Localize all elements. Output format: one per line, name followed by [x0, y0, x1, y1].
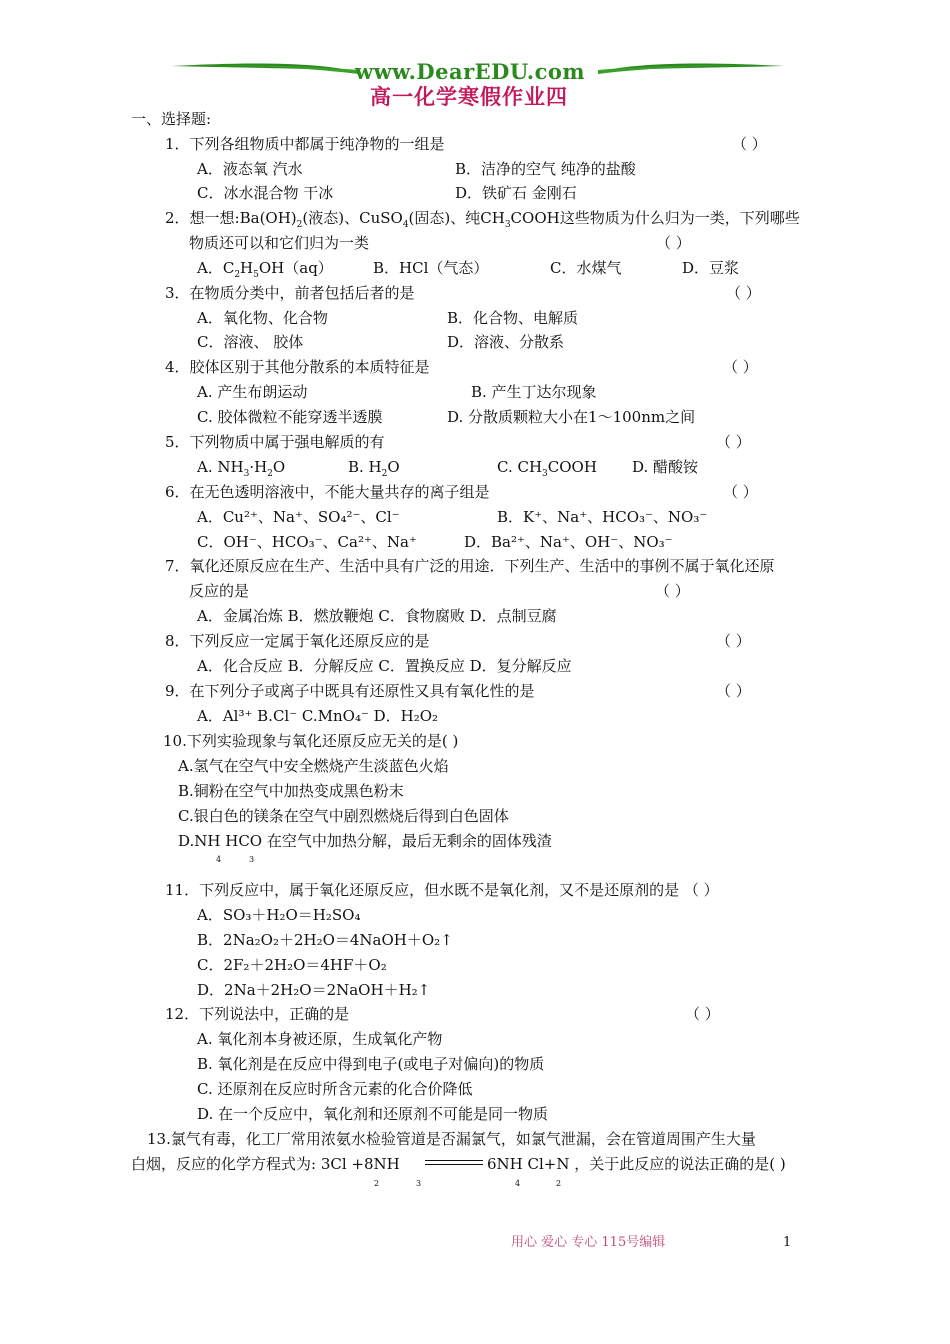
q10-option-a: A.氢气在空气中安全燃烧产生淡蓝色火焰: [178, 757, 449, 775]
q8-options: A．化合反应 B．分解反应 C．置换反应 D．复分解反应: [197, 657, 572, 675]
q11-option-a: A．SO₃＋H₂O＝H₂SO₄: [197, 906, 361, 924]
q5-option-d: D. 醋酸铵: [632, 458, 699, 476]
q13-subscript: 3: [416, 1179, 422, 1188]
question-7-line2: 反应的是: [189, 582, 250, 600]
answer-paren-2: （ ）: [656, 234, 691, 252]
q2-option-b: B．HCl（气态）: [373, 259, 489, 277]
question-13-line2b: 6NH Cl+N ，关于此反应的说法正确的是( ): [487, 1155, 786, 1173]
q2-option-c: C．水煤气: [550, 259, 622, 277]
q1-option-c: C．冰水混合物 干冰: [197, 184, 334, 202]
question-6: 6．在无色透明溶液中，不能大量共存的离子组是: [165, 483, 490, 501]
equation-arrow-line: [425, 1160, 483, 1161]
q4-option-a: A. 产生布朗运动: [197, 383, 308, 401]
q13-subscript: 2: [374, 1179, 380, 1188]
q5-option-c: C. $CH_3COOH$: [497, 458, 597, 479]
answer-paren-8: （ ）: [716, 632, 751, 650]
question-3: 3．在物质分类中，前者包括后者的是: [165, 284, 415, 302]
q1-option-a: A．液态氧 汽水: [197, 160, 303, 178]
q13-subscript: 4: [515, 1179, 521, 1188]
answer-paren-12: （ ）: [685, 1005, 720, 1023]
q9-options: A．Al³⁺ B.Cl⁻ C.MnO₄⁻ D．H₂O₂: [197, 707, 439, 725]
question-11: 11．下列反应中，属于氧化还原反应，但水既不是氧化剂，又不是还原剂的是 （ ）: [165, 881, 719, 899]
question-13-line1: 13.氯气有毒，化工厂常用浓氨水检验管道是否漏氯气，如氯气泄漏，会在管道周围产生大量: [147, 1130, 756, 1148]
q3-option-d: D．溶液、分散系: [447, 333, 565, 351]
q13-subscript: 2: [556, 1179, 562, 1188]
q11-option-b: B．2Na₂O₂＋2H₂O＝4NaOH＋O₂↑: [197, 931, 453, 949]
question-8: 8．下列反应一定属于氧化还原反应的是: [165, 632, 430, 650]
q4-option-b: B. 产生丁达尔现象: [471, 383, 597, 401]
q6-option-b: B．K⁺、Na⁺、HCO₃⁻、NO₃⁻: [497, 508, 708, 526]
q12-option-c: C. 还原剂在反应时所含元素的化合价降低: [197, 1080, 473, 1098]
q4-option-d: D. 分散质颗粒大小在1～100nm之间: [447, 408, 696, 426]
answer-paren-6: （ ）: [723, 483, 758, 501]
q5-option-a: A. $NH_3\cdot H_2O$: [197, 458, 286, 479]
question-12: 12．下列说法中，正确的是: [165, 1005, 350, 1023]
q6-option-d: D．Ba²⁺、Na⁺、OH⁻、NO₃⁻: [464, 533, 673, 551]
answer-paren-7: （ ）: [655, 582, 690, 600]
q10-option-d: D.NH HCO 在空气中加热分解，最后无剩余的固体残渣: [178, 832, 552, 850]
answer-paren-4: （ ）: [723, 358, 758, 376]
answer-paren-3: （ ）: [726, 284, 761, 302]
q3-option-a: A．氧化物、化合物: [197, 309, 328, 327]
q6-option-a: A．Cu²⁺、Na⁺、SO₄²⁻、Cl⁻: [197, 508, 400, 526]
question-10: 10.下列实验现象与氧化还原反应无关的是( ): [163, 732, 459, 750]
q7-options: A．金属冶炼 B．燃放鞭炮 C．食物腐败 D．点制豆腐: [197, 607, 557, 625]
q3-option-b: B．化合物、电解质: [447, 309, 579, 327]
footer-text: 用心 爱心 专心 115号编辑: [511, 1235, 666, 1250]
q10-option-b: B.铜粉在空气中加热变成黑色粉末: [178, 782, 404, 800]
q10-subscript-3: 3: [249, 855, 255, 864]
q10-subscript-4: 4: [216, 855, 222, 864]
q1-option-d: D．铁矿石 金刚石: [455, 184, 577, 202]
question-2-line1: 2．想一想$:Ba(OH)_2$(液态)、CuSO$_4$(固态)、纯$CH_3COOH$这些物质为什么归为一类，下列哪些: [165, 209, 800, 230]
q3-option-c: C．溶液、 胶体: [197, 333, 304, 351]
q2-option-d: D．豆浆: [682, 259, 740, 277]
page-number: 1: [783, 1235, 792, 1250]
site-url: www.DearEDU.com: [355, 59, 586, 84]
answer-paren-9: （ ）: [716, 682, 751, 700]
section-heading: 一、选择题:: [131, 110, 212, 128]
question-13-line2a: 白烟，反应的化学方程式为: 3Cl +8NH: [131, 1155, 400, 1173]
page-title: 高一化学寒假作业四: [370, 85, 568, 109]
q5-option-b: B. $H_2O$: [348, 458, 400, 479]
question-7-line1: 7．氧化还原反应在生产、生活中具有广泛的用途．下列生产、生活中的事例不属于氧化还原: [165, 557, 775, 575]
q2-option-a: A．$C_2H_5OH(aq)$: [197, 259, 333, 280]
answer-paren-1: （ ）: [732, 135, 767, 153]
q12-option-b: B. 氧化剂是在反应中得到电子(或电子对偏向)的物质: [197, 1055, 545, 1073]
q1-option-b: B．洁净的空气 纯净的盐酸: [455, 160, 636, 178]
question-9: 9．在下列分子或离子中既具有还原性又具有氧化性的是: [165, 682, 535, 700]
question-1: 1．下列各组物质中都属于纯净物的一组是: [165, 135, 445, 153]
q11-option-d: D．2Na＋2H₂O＝2NaOH＋H₂↑: [197, 981, 431, 999]
question-5: 5．下列物质中属于强电解质的有: [165, 433, 385, 451]
q10-option-c: C.银白色的镁条在空气中剧烈燃烧后得到白色固体: [178, 807, 509, 825]
q6-option-c: C．OH⁻、HCO₃⁻、Ca²⁺、Na⁺: [197, 533, 417, 551]
question-4: 4．胶体区别于其他分散系的本质特征是: [165, 358, 430, 376]
equation-arrow-line: [425, 1164, 483, 1165]
q12-option-d: D. 在一个反应中，氧化剂和还原剂不可能是同一物质: [197, 1105, 549, 1123]
question-2-line2: 物质还可以和它们归为一类: [189, 234, 370, 252]
q11-option-c: C．2F₂＋2H₂O＝4HF＋O₂: [197, 956, 387, 974]
q12-option-a: A. 氧化剂本身被还原，生成氧化产物: [197, 1030, 443, 1048]
answer-paren-5: （ ）: [716, 433, 751, 451]
q4-option-c: C. 胶体微粒不能穿透半透膜: [197, 408, 383, 426]
